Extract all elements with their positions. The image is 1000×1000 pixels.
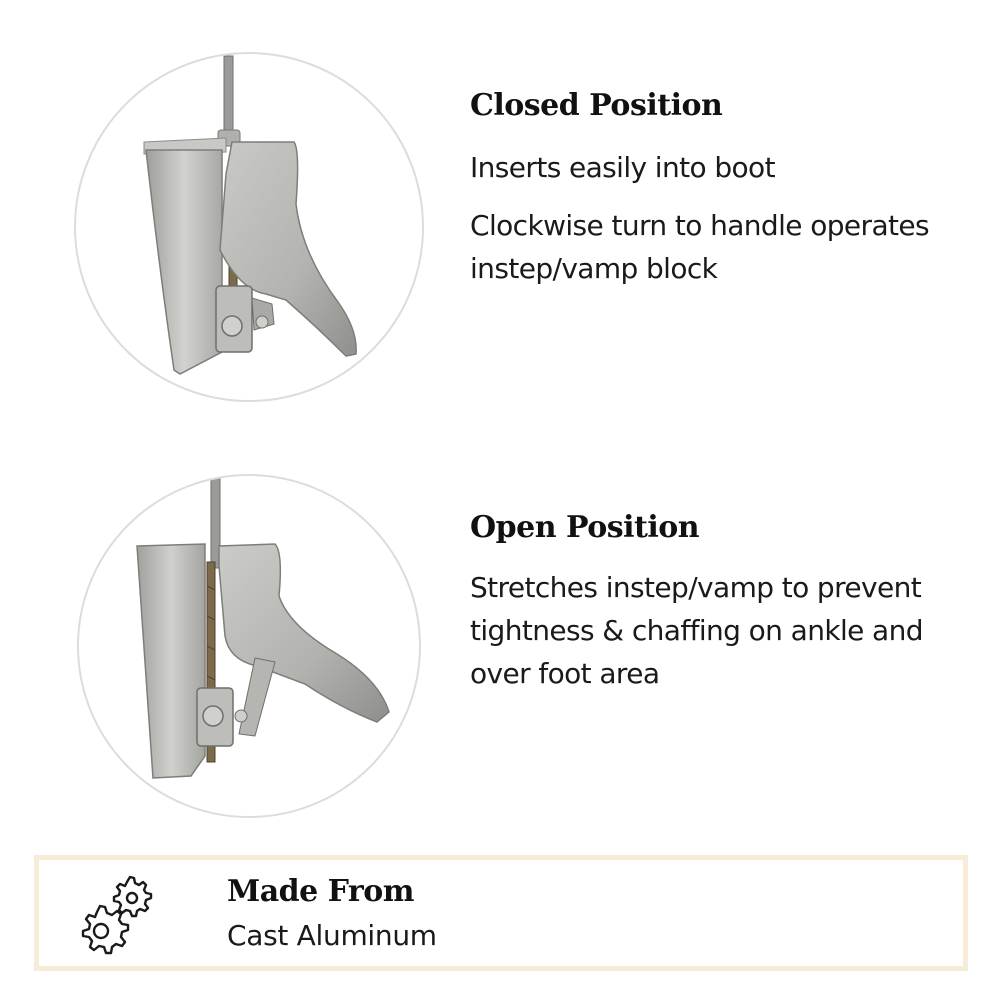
closed-position-heading: Closed Position [470, 88, 723, 123]
closed-position-line-2: Clockwise turn to handle operates instep/vamp block [470, 209, 929, 285]
open-position-heading: Open Position [470, 510, 700, 545]
material-value: Cast Aluminum [227, 919, 437, 952]
material-heading: Made From [227, 874, 414, 909]
material-banner [34, 855, 968, 971]
closed-position-image [74, 52, 424, 402]
open-shoe-stretcher-icon [79, 476, 419, 816]
open-position-description: Stretches instep/vamp to prevent tightness & chaffing on ankle and over foot area [470, 571, 923, 690]
closed-shoe-stretcher-icon [76, 54, 422, 400]
gears-icon [67, 874, 157, 956]
closed-position-line-1: Inserts easily into boot [470, 151, 775, 184]
open-position-image [77, 474, 421, 818]
